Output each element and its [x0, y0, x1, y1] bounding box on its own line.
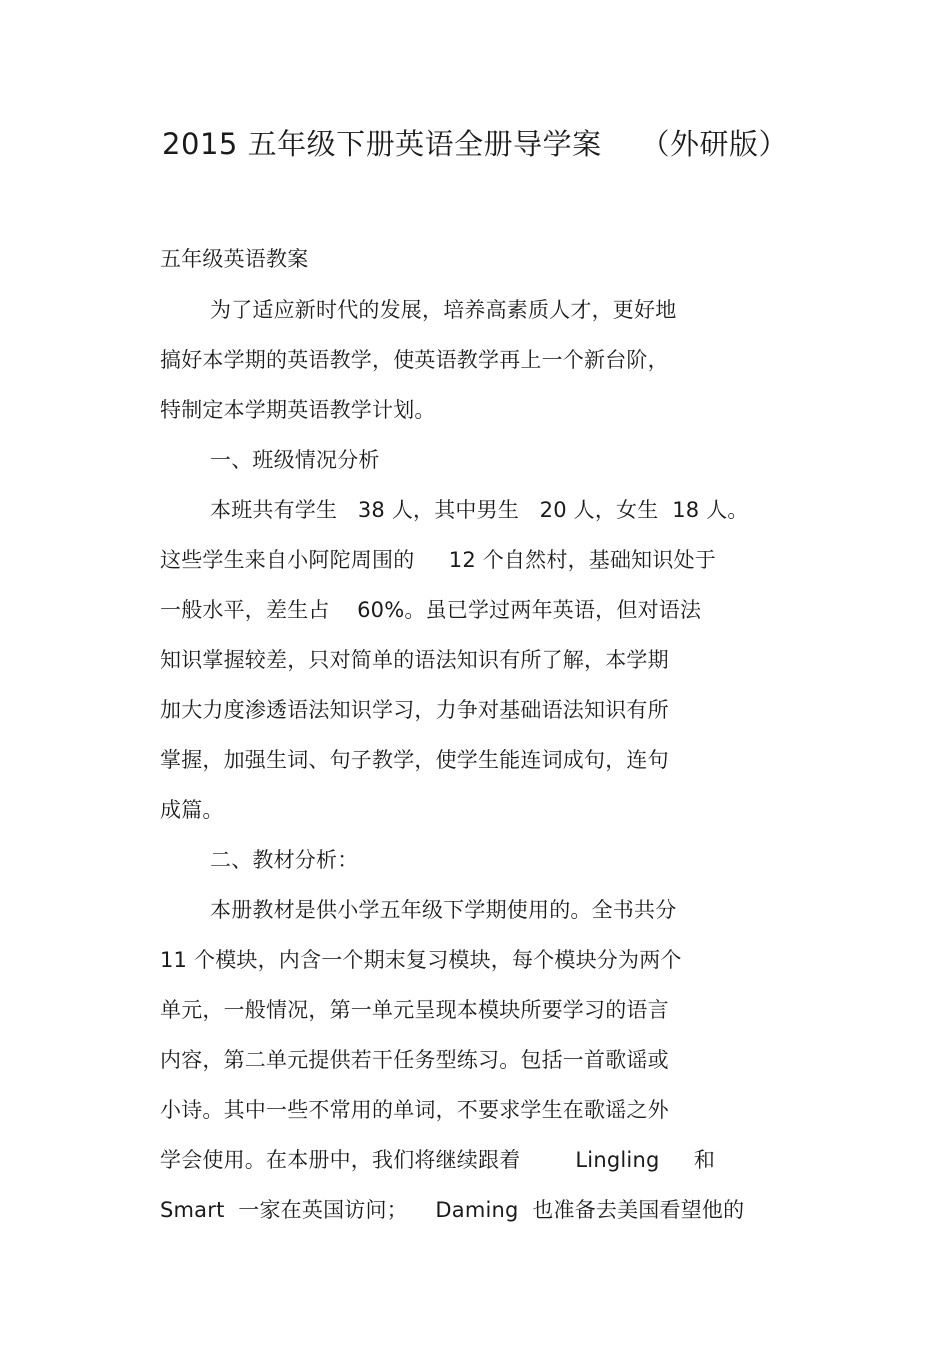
paragraph-line: 掌握，加强生词、句子教学，使学生能连词成句，连句	[160, 748, 669, 772]
paragraph-line: 成篇。	[160, 798, 224, 822]
paragraph-line: 学会使用。在本册中，我们将继续跟着 Lingling 和	[160, 1148, 716, 1172]
paragraph-line: 单元，一般情况，第一单元呈现本模块所要学习的语言	[160, 998, 669, 1022]
paragraph-line: 这些学生来自小阿陀周围的 12 个自然村，基础知识处于	[160, 548, 716, 572]
document-title: 2015 五年级下册英语全册导学案 （外研版）	[162, 127, 788, 161]
paragraph-line: 搞好本学期的英语教学，使英语教学再上一个新台阶，	[160, 348, 669, 372]
paragraph-line: 为了适应新时代的发展，培养高素质人才，更好地	[210, 298, 677, 322]
paragraph-line: 知识掌握较差，只对简单的语法知识有所了解，本学期	[160, 648, 669, 672]
paragraph-line: 本班共有学生 38 人，其中男生 20 人，女生 18 人。	[210, 498, 749, 522]
paragraph-line: 内容，第二单元提供若干任务型练习。包括一首歌谣或	[160, 1048, 669, 1072]
paragraph-line: 一般水平，差生占 60%。虽已学过两年英语，但对语法	[160, 598, 702, 622]
paragraph-line: 特制定本学期英语教学计划。	[160, 398, 436, 422]
section-heading: 一、班级情况分析	[210, 448, 380, 472]
paragraph-line: 11 个模块，内含一个期末复习模块，每个模块分为两个	[160, 948, 682, 972]
paragraph-line: 加大力度渗透语法知识学习，力争对基础语法知识有所	[160, 698, 669, 722]
paragraph-line: Smart 一家在英国访问； Daming 也准备去美国看望他的	[160, 1198, 745, 1222]
section-heading: 二、教材分析：	[210, 848, 359, 872]
section-subtitle: 五年级英语教案	[160, 247, 309, 271]
paragraph-line: 小诗。其中一些不常用的单词，不要求学生在歌谣之外	[160, 1098, 669, 1122]
paragraph-line: 本册教材是供小学五年级下学期使用的。全书共分	[210, 898, 677, 922]
